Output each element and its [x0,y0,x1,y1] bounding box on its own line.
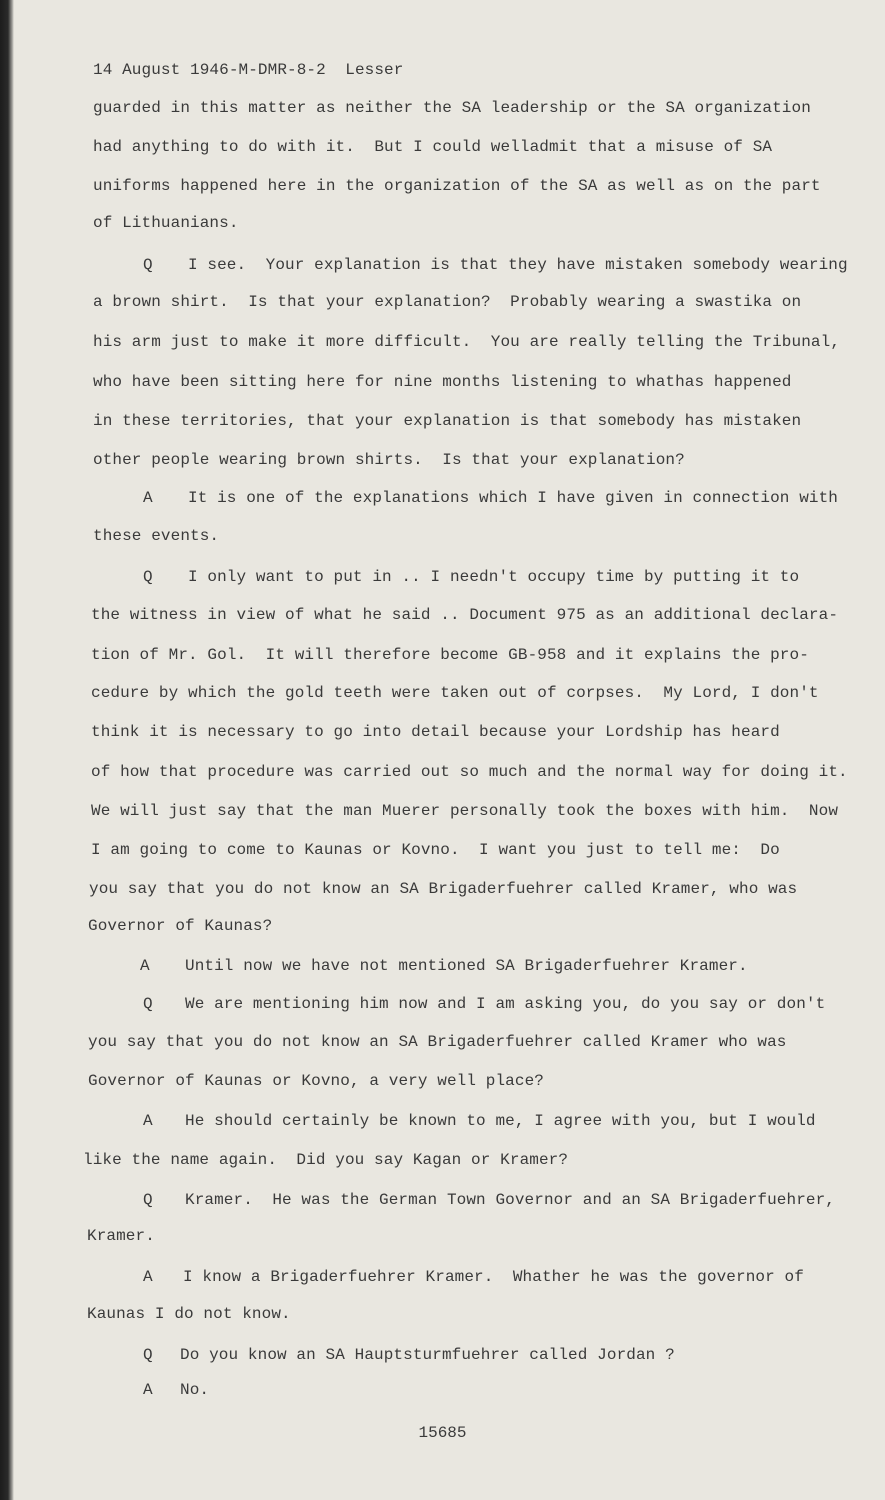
transcript-line: We are mentioning him now and I am asking you, do you say or don't [185,995,826,1013]
transcript-line: cedure by which the gold teeth were taken out of corpses. My Lord, I don't [91,684,819,702]
transcript-line: guarded in this matter as neither the SA leadership or the SA organization [93,99,811,117]
transcript-line: in these territories, that your explanation is that somebody has mistaken [93,412,802,430]
transcript-line: Do you know an SA Hauptsturmfuehrer called Jordan ? [180,1346,675,1364]
transcript-line: I see. Your explanation is that they have mistaken somebody wearing [188,256,848,274]
document-header: 14 August 1946-M-DMR-8-2 Lesser [93,61,404,79]
speaker-label: Q [143,995,153,1013]
transcript-line: his arm just to make it more difficult. You are really telling the Tribunal, [93,333,841,351]
transcript-line: Kramer. He was the German Town Governor and an SA Brigaderfuehrer, [185,1191,836,1209]
transcript-line: uniforms happened here in the organization of the SA as well as on the part [93,177,821,195]
transcript-line: He should certainly be known to me, I agree with you, but I would [185,1112,816,1130]
speaker-label: Q [143,568,153,586]
transcript-line: tion of Mr. Gol. It will therefore become GB-958 and it explains the pro- [91,646,809,664]
transcript-line: these events. [93,527,220,545]
transcript-line: Kaunas I do not know. [87,1305,291,1323]
transcript-line: who have been sitting here for nine months listening to whathas happened [93,373,792,391]
speaker-label: Q [143,1346,153,1364]
speaker-label: A [143,489,153,507]
speaker-label: A [143,1381,153,1399]
transcript-line: the witness in view of what he said .. Document 975 as an additional declara- [91,606,839,624]
speaker-label: A [140,957,150,975]
transcript-line: a brown shirt. Is that your explanation? Probably wearing a swastika on [93,293,802,311]
transcript-line: think it is necessary to go into detail because your Lordship has heard [91,723,780,741]
transcript-line: I only want to put in .. I needn't occupy time by putting it to [188,568,800,586]
transcript-line: Kramer. [87,1227,155,1245]
transcript-line: No. [180,1381,210,1399]
speaker-label: Q [143,256,153,274]
transcript-line: had anything to do with it. But I could welladmit that a misuse of SA [93,138,773,156]
transcript-line: other people wearing brown shirts. Is that your explanation? [93,451,685,469]
transcript-line: you say that you do not know an SA Brigaderfuehrer called Kramer, who was [89,880,798,898]
transcript-line: of how that procedure was carried out so much and the normal way for doing it. [91,763,848,781]
transcript-line: of Lithuanians. [93,214,239,232]
transcript-line: Until now we have not mentioned SA Brigaderfuehrer Kramer. [185,957,748,975]
speaker-label: A [143,1268,153,1286]
transcript-line: Governor of Kaunas? [88,917,273,935]
transcript-line: I know a Brigaderfuehrer Kramer. Whather he was the governor of [183,1268,804,1286]
transcript-line: I am going to come to Kaunas or Kovno. I want you just to tell me: Do [91,841,780,859]
page-number: 15685 [418,1424,467,1442]
transcript-line: Governor of Kaunas or Kovno, a very well place? [88,1072,544,1090]
transcript-line: you say that you do not know an SA Brigaderfuehrer called Kramer who was [88,1033,787,1051]
transcript-line: It is one of the explanations which I have given in connection with [188,489,839,507]
transcript-line: We will just say that the man Muerer personally took the boxes with him. Now [91,802,839,820]
transcript-line: like the name again. Did you say Kagan or Kramer? [83,1151,569,1169]
speaker-label: A [143,1112,153,1130]
scan-binding-edge [0,0,14,1500]
speaker-label: Q [143,1191,153,1209]
